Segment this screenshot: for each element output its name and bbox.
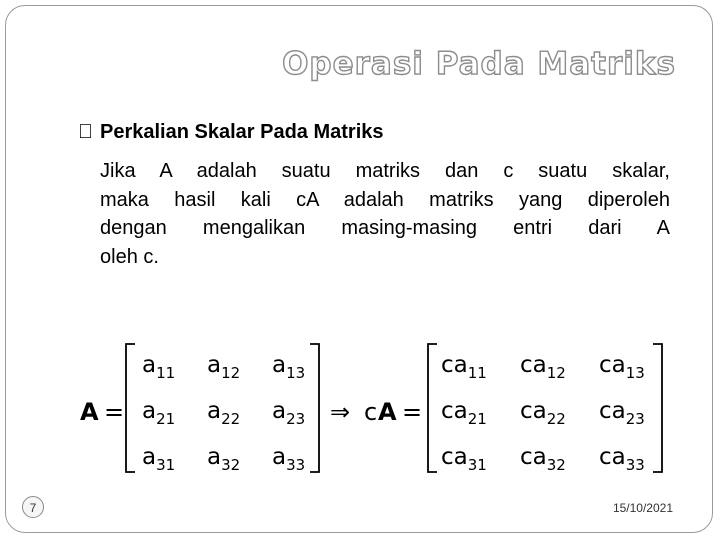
body-line-1: Jika A adalah suatu matriks dan c suatu skalar, <box>100 160 670 182</box>
slide-date: 15/10/2021 <box>612 501 673 515</box>
matrix-ca-entries <box>441 352 645 474</box>
matrix-ca-entry-32: $ca_{32}$ <box>520 444 566 474</box>
matrix-a-entry-23: $a_{23}$ <box>272 398 306 428</box>
left-bracket-ca <box>428 344 437 472</box>
slide-number: 7 <box>22 496 44 518</box>
matrix-a-entry-22: $a_{22}$ <box>207 398 241 428</box>
matrix-ca-entry-23: $ca_{23}$ <box>599 398 645 428</box>
heading-text: Perkalian Skalar Pada Matriks <box>100 121 384 143</box>
matrix-a-subscript-31: 31 <box>156 456 176 474</box>
matrix-ca-entry-13: $ca_{13}$ <box>599 352 645 382</box>
matrix-ca-subscript-13: 13 <box>625 364 645 382</box>
rhs-matrix-label: A <box>378 398 397 426</box>
matrix-ca-subscript-12: 12 <box>546 364 566 382</box>
equals-sign-2: = <box>402 398 423 426</box>
matrix-ca-subscript-23: 23 <box>625 410 645 428</box>
matrix-ca-subscript-32: 32 <box>546 456 566 474</box>
equals-sign-1: = <box>104 398 125 426</box>
matrix-a-entry-32: $a_{32}$ <box>207 444 241 474</box>
right-bracket-ca <box>653 344 662 472</box>
matrix-a-entry-33: $a_{33}$ <box>272 444 306 474</box>
body-line-3: dengan mengalikan masing-masing entri dari A <box>100 217 670 239</box>
left-bracket-a <box>126 344 135 472</box>
body-line-4: oleh c. <box>100 245 159 268</box>
matrix-ca-entry-21: $ca_{21}$ <box>441 398 487 428</box>
right-bracket-a <box>310 344 319 472</box>
matrix-ca-entry-11: $ca_{11}$ <box>441 352 487 382</box>
matrix-a-subscript-11: 11 <box>156 364 176 382</box>
matrix-a-subscript-12: 12 <box>221 364 241 382</box>
matrix-a-subscript-32: 32 <box>221 456 241 474</box>
matrix-ca-subscript-31: 31 <box>467 456 487 474</box>
rhs-scalar: c <box>364 398 378 426</box>
lhs-matrix-label: A <box>80 398 99 426</box>
matrix-a-entry-11: $a_{11}$ <box>142 352 176 382</box>
matrix-ca-entry-22: $ca_{22}$ <box>520 398 566 428</box>
body-line-2: maka hasil kali cA adalah matriks yang diperoleh <box>100 188 670 211</box>
matrix-a-entry-13: $a_{13}$ <box>272 352 306 382</box>
matrix-a-subscript-33: 33 <box>286 456 306 474</box>
matrix-ca-subscript-22: 22 <box>546 410 566 428</box>
matrix-a-entry-21: $a_{21}$ <box>142 398 176 428</box>
matrix-ca-entry-31: $ca_{31}$ <box>441 444 487 474</box>
matrix-a-subscript-21: 21 <box>156 410 176 428</box>
matrix-ca-entry-33: $ca_{33}$ <box>599 444 645 474</box>
implies-arrow: ⇒ <box>330 398 351 426</box>
matrix-a-subscript-22: 22 <box>221 410 241 428</box>
matrix-ca-entry-12: $ca_{12}$ <box>520 352 566 382</box>
matrix-a-entry-31: $a_{31}$ <box>142 444 176 474</box>
matrix-a-subscript-13: 13 <box>286 364 306 382</box>
matrix-a-entries <box>142 352 305 474</box>
matrix-ca-subscript-11: 11 <box>467 364 487 382</box>
slide-title: Operasi Pada Matriks <box>282 46 676 82</box>
matrix-ca-subscript-21: 21 <box>467 410 487 428</box>
matrix-a-entry-12: $a_{12}$ <box>207 352 241 382</box>
matrix-ca-subscript-33: 33 <box>625 456 645 474</box>
matrix-a-subscript-23: 23 <box>286 410 306 428</box>
